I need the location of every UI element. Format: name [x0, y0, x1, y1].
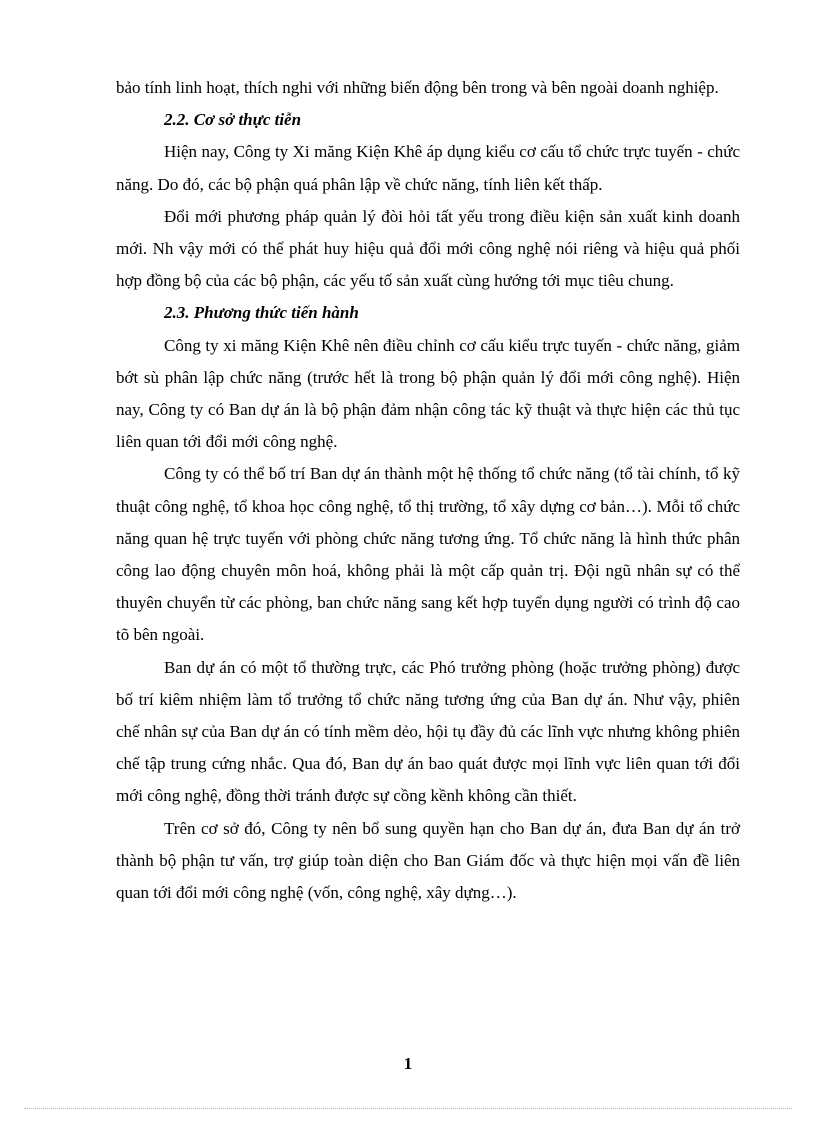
page-number: 1 [403, 1054, 413, 1073]
paragraph: Hiện nay, Công ty Xi măng Kiện Khê áp dụng kiểu cơ cấu tổ chức trực tuyến - chức năng. Do đó, các bộ phận quá phân lập về chức năng, tính liên kết thấp. [116, 142, 740, 194]
paragraph: Trên cơ sở đó, Công ty nên bổ sung quyền hạn cho Ban dự án, đưa Ban dự án trở thành bộ phận tư vấn, trợ giúp toàn diện cho Ban Giám đốc và thực hiện mọi vấn đề liên quan tới đổi mới công nghệ (vốn, công nghệ, xây dựng…). [116, 818, 740, 903]
section-heading-2-2: 2.2. Cơ sở thực tiễn [164, 110, 302, 130]
paragraph: Công ty có thể bố trí Ban dự án thành một hệ thống tổ chức năng (tổ tài chính, tổ kỹ thuật công nghệ, tổ khoa học công nghệ, tổ thị trường, tổ xây dựng cơ bản…). Mỗi tổ chức năng quan hệ trực tuyến với phòng chức năng tương ứng. Tổ chức năng là hình thức phân công lao động chuyên môn hoá, không phải là một cấp quản trị. Đội ngũ nhân sự có thể thuyên chuyển từ các phòng, ban chức năng sang kết hợp tuyển dụng người có trình độ cao tõ bên ngoài. [116, 464, 740, 645]
document-page [116, 72, 740, 909]
page-bottom-divider [24, 1108, 792, 1109]
paragraph: Đổi mới phương pháp quản lý đòi hỏi tất yếu trong điều kiện sản xuất kinh doanh mới. Nh vậy mới có thể phát huy hiệu quả đổi mới công nghệ nói riêng và hiệu quả phối hợp đồng bộ của các bộ phận, các yếu tố sản xuất cùng hướng tới mục tiêu chung. [116, 206, 740, 291]
section-heading-2-3: 2.3. Phương thức tiến hành [164, 303, 359, 323]
paragraph-continuation: bảo tính linh hoạt, thích nghi với những biến động bên trong và bên ngoài doanh nghiệp. [116, 78, 719, 97]
paragraph: Ban dự án có một tổ thường trực, các Phó trưởng phòng (hoặc trưởng phòng) được bố trí kiêm nhiệm làm tổ trưởng tổ chức năng tương ứng của Ban dự án. Như vậy, phiên chế nhân sự của Ban dự án có tính mềm dẻo, hội tụ đầy đủ các lĩnh vực nhưng không phiên chế tập trung cứng nhắc. Qua đó, Ban dự án bao quát được mọi lĩnh vực liên quan tới đổi mới công nghệ, đồng thời tránh được sự cồng kềnh không cần thiết. [116, 657, 740, 806]
paragraph: Công ty xi măng Kiện Khê nên điều chỉnh cơ cấu kiểu trực tuyến - chức năng, giảm bớt sù phân lập chức năng (trước hết là trong bộ phận quản lý đổi mới công nghệ). Hiện nay, Công ty có Ban dự án là bộ phận đảm nhận công tác kỹ thuật và thực hiện các thủ tục liên quan tới đổi mới công nghệ. [116, 335, 740, 452]
